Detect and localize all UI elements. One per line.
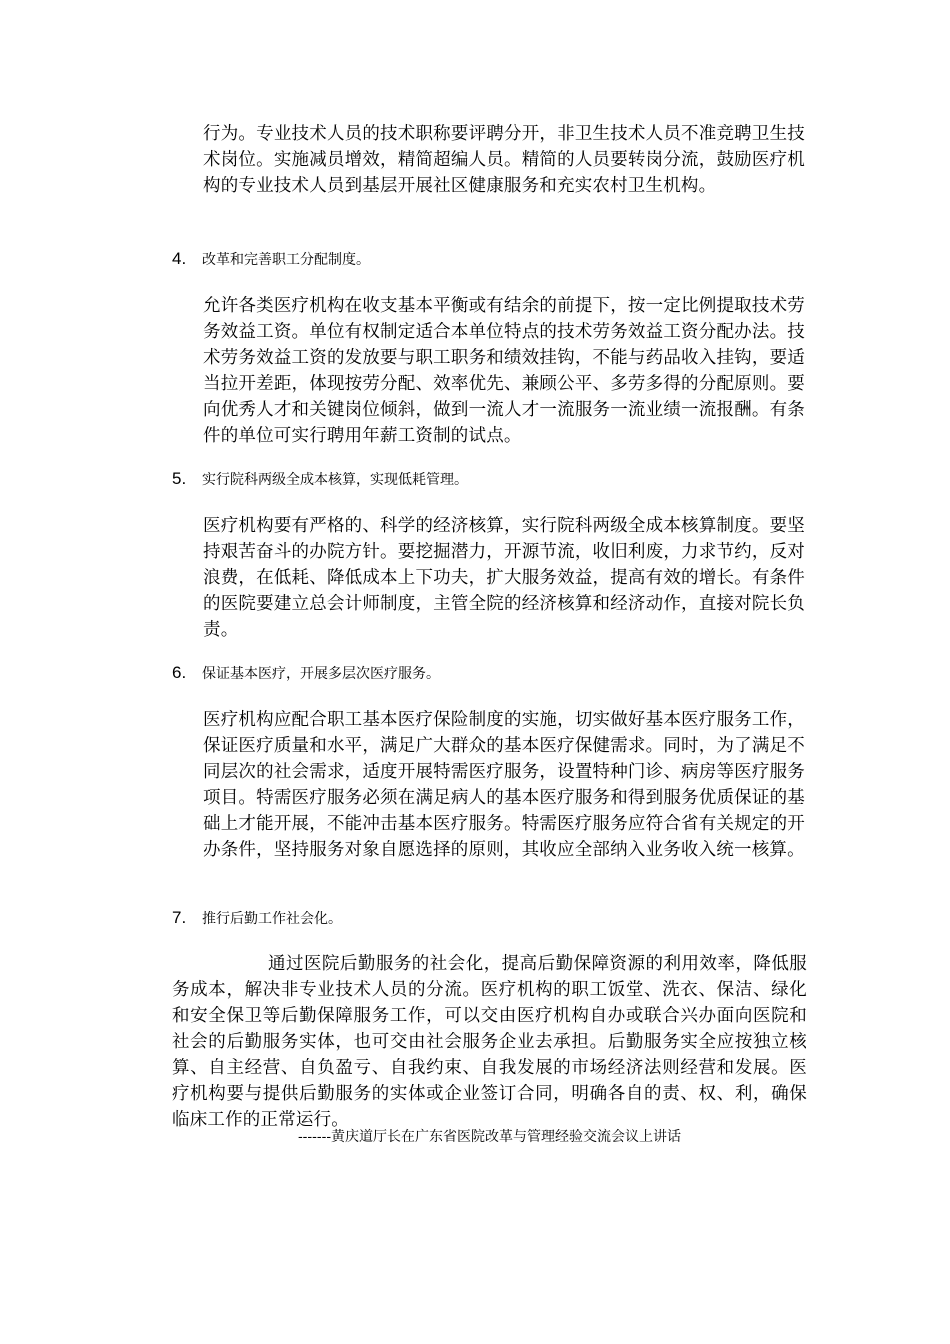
section-body-4: 允许各类医疗机构在收支基本平衡或有结余的前提下，按一定比例提取技术劳务效益工资。单位有权制定适合本单位特点的技术劳务效益工资分配办法。技术劳务效益工资的发放要与职工职务和绩效挂钩，不能与药品收入挂钩，要适当拉开差距，体现按劳分配、效率优先、兼顾公平、多劳多得的分配原则。要向优秀人才和关键岗位倾斜，做到一流人才一流服务一流业绩一流报酬。有条件的单位可实行聘用年薪工资制的试点。 bbox=[203, 296, 805, 446]
section-title: 改革和完善职工分配制度。 bbox=[202, 252, 370, 268]
section-heading-7 bbox=[172, 905, 342, 931]
intro-paragraph: 行为。专业技术人员的技术职称要评聘分开，非卫生技术人员不准竞聘卫生技术岗位。实施减员增效，精简超编人员。精简的人员要转岗分流，鼓励医疗机构的专业技术人员到基层开展社区健康服务和充实农村卫生机构。 bbox=[203, 124, 805, 196]
section-number: 7. bbox=[172, 908, 187, 927]
speech-attribution: -------黄庆道厅长在广东省医院改革与管理经验交流会议上讲话 bbox=[297, 1129, 682, 1145]
section-heading-5 bbox=[172, 466, 468, 492]
section-number: 5. bbox=[172, 469, 187, 488]
section-number: 6. bbox=[172, 663, 187, 682]
section-heading-4 bbox=[172, 246, 370, 272]
section-title: 推行后勤工作社会化。 bbox=[202, 911, 342, 927]
section-body-6: 医疗机构应配合职工基本医疗保险制度的实施，切实做好基本医疗服务工作，保证医疗质量和水平，满足广大群众的基本医疗保健需求。同时，为了满足不同层次的社会需求，适度开展特需医疗服务，设置特种门诊、病房等医疗服务项目。特需医疗服务必须在满足病人的基本医疗服务和得到服务优质保证的基础上才能开展，不能冲击基本医疗服务。特需医疗服务应符合省有关规定的开办条件，坚持服务对象自愿选择的原则，其收应全部纳入业务收入统一核算。 bbox=[203, 710, 805, 860]
section-title: 保证基本医疗，开展多层次医疗服务。 bbox=[202, 666, 440, 682]
section-number: 4. bbox=[172, 249, 187, 268]
section-heading-6 bbox=[172, 660, 440, 686]
section-body-7: 通过医院后勤服务的社会化，提高后勤保障资源的利用效率，降低服务成本，解决非专业技术人员的分流。医疗机构的职工饭堂、洗衣、保洁、绿化和安全保卫等后勤保障服务工作，可以交由医疗机构自办或联合兴办面向医院和社会的后勤服务实体，也可交由社会服务企业去承担。后勤服务实全应按独立核算、自主经营、自负盈亏、自我约束、自我发展的市场经济法则经营和发展。医疗机构要与提供后勤服务的实体或企业签订合同，明确各自的责、权、利，确保临床工作的正常运行。 bbox=[172, 954, 807, 1130]
section-title: 实行院科两级全成本核算，实现低耗管理。 bbox=[202, 472, 468, 488]
section-body-5: 医疗机构要有严格的、科学的经济核算，实行院科两级全成本核算制度。要坚持艰苦奋斗的办院方针。要挖掘潜力，开源节流，收旧利废，力求节约，反对浪费，在低耗、降低成本上下功夫，扩大服务效益，提高有效的增长。有条件的医院要建立总会计师制度，主管全院的经济核算和经济动作，直接对院长负责。 bbox=[203, 516, 805, 640]
